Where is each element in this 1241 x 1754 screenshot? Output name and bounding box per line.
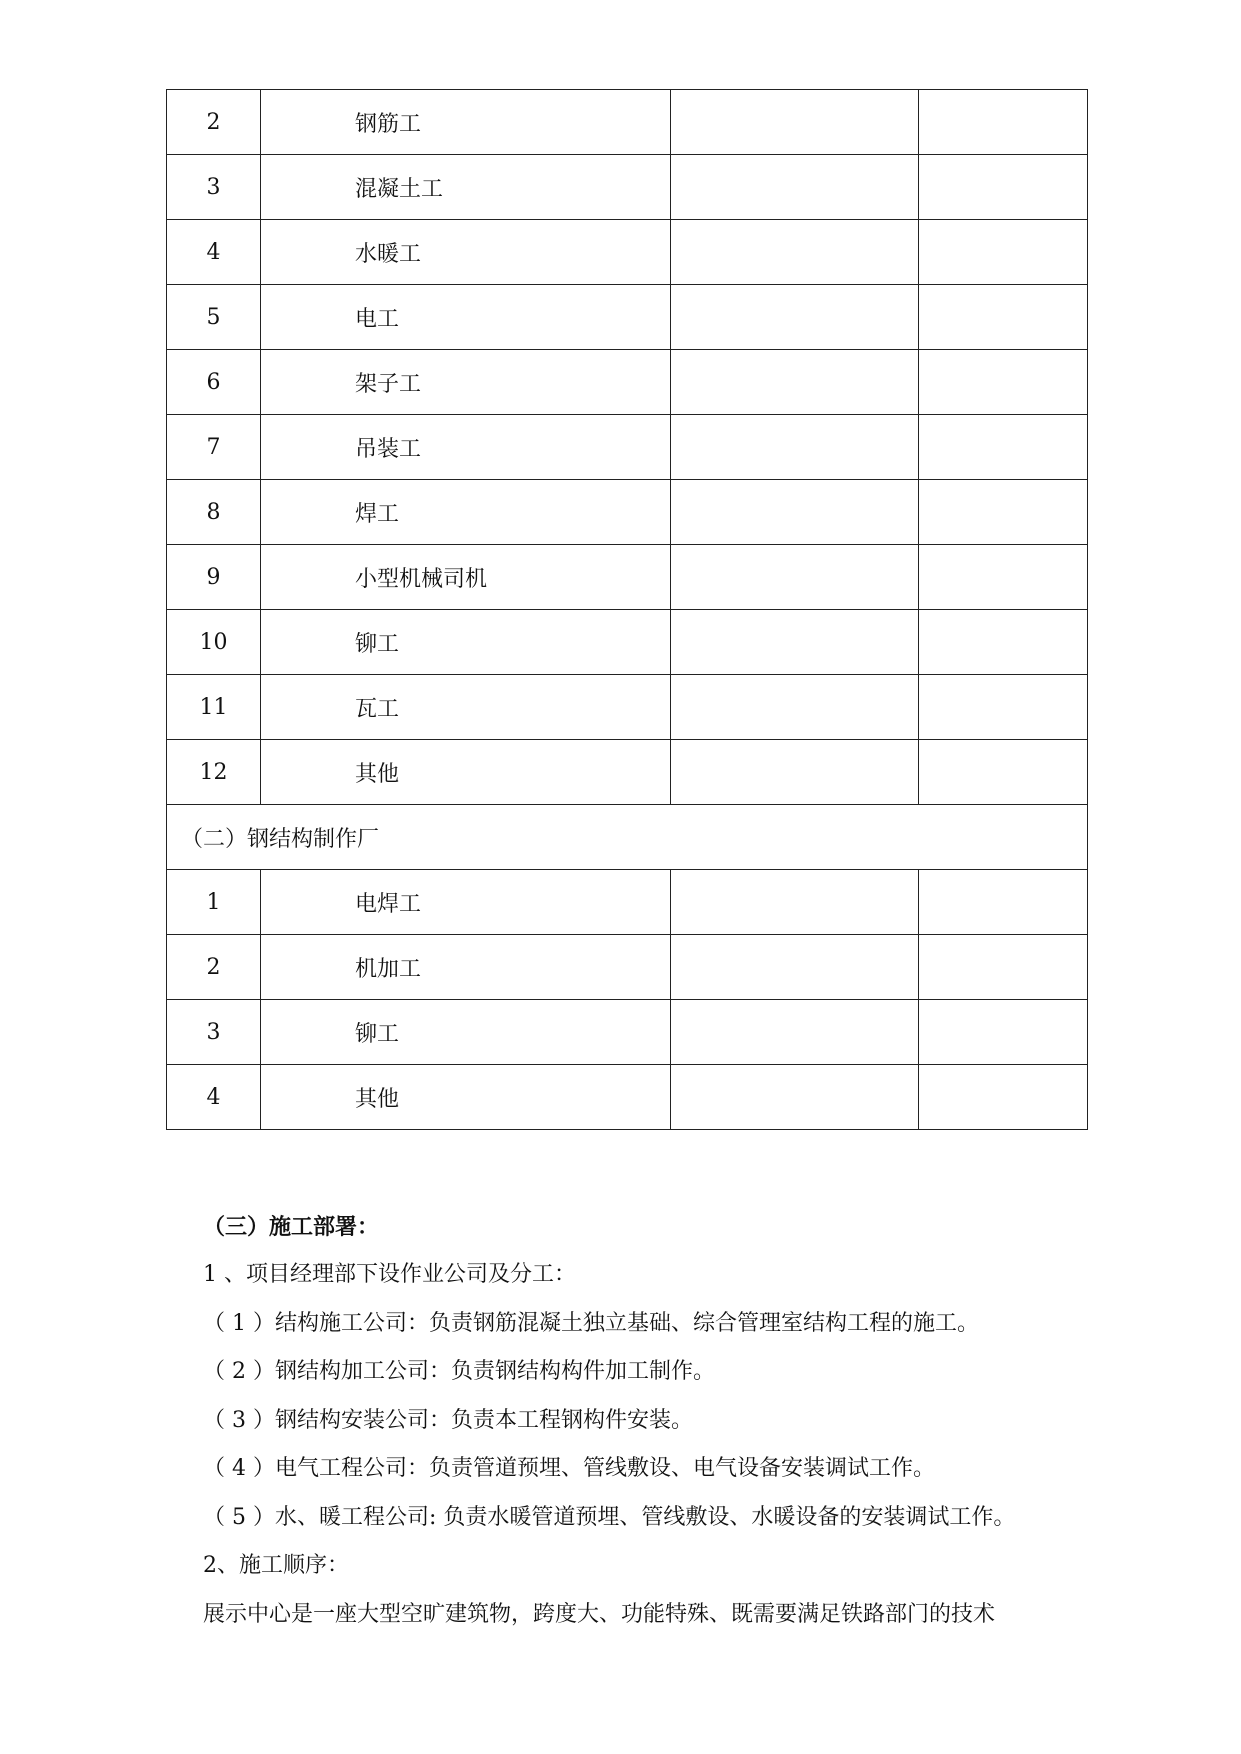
row-cell-empty xyxy=(919,610,1088,675)
row-number: 4 xyxy=(167,220,261,285)
table-row xyxy=(167,350,1088,415)
row-trade: 架子工 xyxy=(261,350,671,415)
row-cell-empty xyxy=(671,1000,919,1065)
row-number: 9 xyxy=(167,545,261,610)
table-row xyxy=(167,1065,1088,1130)
row-trade: 钢筋工 xyxy=(261,90,671,155)
table-row xyxy=(167,155,1088,220)
table-row xyxy=(167,675,1088,740)
row-cell-empty xyxy=(671,870,919,935)
table-row xyxy=(167,545,1088,610)
table-row xyxy=(167,285,1088,350)
row-cell-empty xyxy=(671,285,919,350)
row-cell-empty xyxy=(919,285,1088,350)
paragraph-line: 1 、项目经理部下设作业公司及分工： xyxy=(203,1262,576,1287)
row-number: 8 xyxy=(167,480,261,545)
row-number: 2 xyxy=(167,935,261,1000)
table-row xyxy=(167,610,1088,675)
row-trade: 瓦工 xyxy=(261,675,671,740)
row-cell-empty xyxy=(919,415,1088,480)
row-cell-empty xyxy=(919,870,1088,935)
row-trade: 其他 xyxy=(261,740,671,805)
paragraph-line: （ 2 ）钢结构加工公司：负责钢结构构件加工制作。 xyxy=(203,1359,715,1384)
row-trade: 机加工 xyxy=(261,935,671,1000)
row-number: 3 xyxy=(167,1000,261,1065)
row-cell-empty xyxy=(919,1065,1088,1130)
row-cell-empty xyxy=(671,220,919,285)
row-cell-empty xyxy=(919,480,1088,545)
paragraph-line: 2、施工顺序： xyxy=(203,1553,349,1578)
row-number: 5 xyxy=(167,285,261,350)
row-trade: 吊装工 xyxy=(261,415,671,480)
row-cell-empty xyxy=(671,675,919,740)
table-row xyxy=(167,870,1088,935)
row-cell-empty xyxy=(671,935,919,1000)
row-trade: 混凝土工 xyxy=(261,155,671,220)
row-cell-empty xyxy=(671,545,919,610)
row-cell-empty xyxy=(919,155,1088,220)
row-number: 11 xyxy=(167,675,261,740)
row-number: 12 xyxy=(167,740,261,805)
row-cell-empty xyxy=(671,740,919,805)
table-row xyxy=(167,90,1088,155)
table-row xyxy=(167,220,1088,285)
paragraph-line: （ 5 ）水、暖工程公司: 负责水暖管道预埋、管线敷设、水暖设备的安装调试工作。 xyxy=(203,1504,1016,1530)
row-cell-empty xyxy=(919,740,1088,805)
row-number: 7 xyxy=(167,415,261,480)
row-trade: 电工 xyxy=(261,285,671,350)
row-cell-empty xyxy=(671,480,919,545)
row-number: 4 xyxy=(167,1065,261,1130)
row-trade: 小型机械司机 xyxy=(261,545,671,610)
table-row xyxy=(167,740,1088,805)
paragraph-line: （ 4 ）电气工程公司：负责管道预埋、管线敷设、电气设备安装调试工作。 xyxy=(203,1456,935,1481)
table-row xyxy=(167,415,1088,480)
row-cell-empty xyxy=(919,350,1088,415)
row-cell-empty xyxy=(671,155,919,220)
row-trade: 铆工 xyxy=(261,610,671,675)
row-cell-empty xyxy=(919,935,1088,1000)
row-cell-empty xyxy=(919,1000,1088,1065)
table-row xyxy=(167,1000,1088,1065)
row-cell-empty xyxy=(671,610,919,675)
row-number: 1 xyxy=(167,870,261,935)
row-cell-empty xyxy=(671,415,919,480)
table-row xyxy=(167,935,1088,1000)
construction-deployment-section xyxy=(203,1203,1093,1639)
row-trade: 铆工 xyxy=(261,1000,671,1065)
section-title-steel-factory: （二）钢结构制作厂 xyxy=(167,805,1088,870)
row-number: 3 xyxy=(167,155,261,220)
row-cell-empty xyxy=(919,220,1088,285)
row-cell-empty xyxy=(919,675,1088,740)
table-row xyxy=(167,480,1088,545)
row-number: 10 xyxy=(167,610,261,675)
row-cell-empty xyxy=(671,90,919,155)
row-number: 2 xyxy=(167,90,261,155)
section-heading: （三）施工部署： xyxy=(203,1214,380,1240)
paragraph-line: （ 3 ）钢结构安装公司：负责本工程钢构件安装。 xyxy=(203,1407,693,1433)
row-trade: 水暖工 xyxy=(261,220,671,285)
row-number: 6 xyxy=(167,350,261,415)
row-trade: 电焊工 xyxy=(261,870,671,935)
paragraph-line: （ 1 ）结构施工公司：负责钢筋混凝土独立基础、综合管理室结构工程的施工。 xyxy=(203,1310,979,1336)
row-cell-empty xyxy=(919,545,1088,610)
row-trade: 焊工 xyxy=(261,480,671,545)
paragraph-line: 展示中心是一座大型空旷建筑物，跨度大、功能特殊、既需要满足铁路部门的技术 xyxy=(203,1601,996,1627)
row-cell-empty xyxy=(671,350,919,415)
section-header-row xyxy=(167,805,1088,870)
row-cell-empty xyxy=(919,90,1088,155)
labor-table xyxy=(166,89,1088,1130)
row-trade: 其他 xyxy=(261,1065,671,1130)
row-cell-empty xyxy=(671,1065,919,1130)
